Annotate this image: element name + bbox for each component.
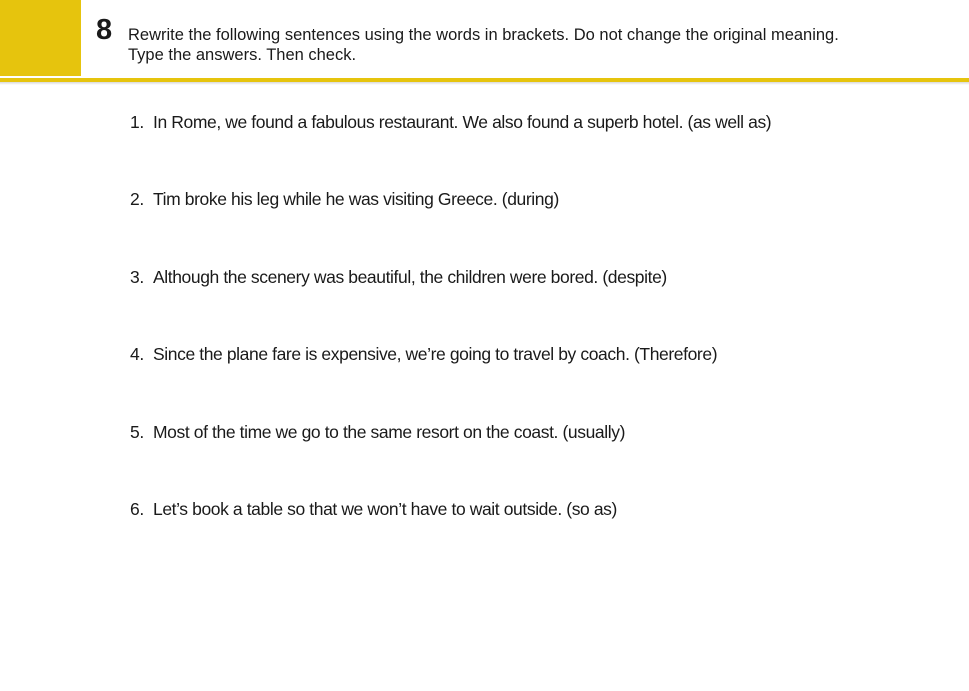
exercise-instructions: [128, 25, 948, 65]
exercise-item-4: [130, 342, 771, 419]
item-number: 2.: [130, 189, 144, 210]
item-number: 1.: [130, 112, 144, 132]
item-sentence: Although the scenery was beautiful, the children were bored. (despite): [153, 266, 667, 287]
header-accent-block: [0, 0, 81, 76]
item-number: 4.: [130, 344, 144, 365]
item-sentence: Since the plane fare is expensive, we’re going to travel by coach. (Therefore): [153, 344, 718, 365]
exercise-number: 8: [96, 14, 113, 46]
exercise-item-2: [130, 187, 771, 264]
item-number: 6.: [130, 498, 144, 519]
header-divider-shadow: [0, 82, 969, 85]
item-number: 5.: [130, 421, 144, 442]
instructions-line-2: Type the answers. Then check.: [128, 46, 357, 64]
exercise-item-3: [130, 265, 771, 342]
item-sentence: In Rome, we found a fabulous restaurant. We also found a superb hotel. (as well as): [153, 112, 772, 132]
exercise-item-6: [130, 497, 771, 574]
item-sentence: Most of the time we go to the same resort on the coast. (usually): [153, 421, 626, 442]
item-number: 3.: [130, 266, 144, 287]
item-sentence: Let’s book a table so that we won’t have to wait outside. (so as): [153, 498, 617, 519]
exercise-item-5: [130, 420, 771, 497]
instructions-line-1: Rewrite the following sentences using the words in brackets. Do not change the original meaning.: [128, 26, 839, 44]
exercise-item-list: [130, 110, 771, 574]
exercise-item-1: [130, 110, 771, 187]
item-sentence: Tim broke his leg while he was visiting Greece. (during): [153, 189, 559, 210]
